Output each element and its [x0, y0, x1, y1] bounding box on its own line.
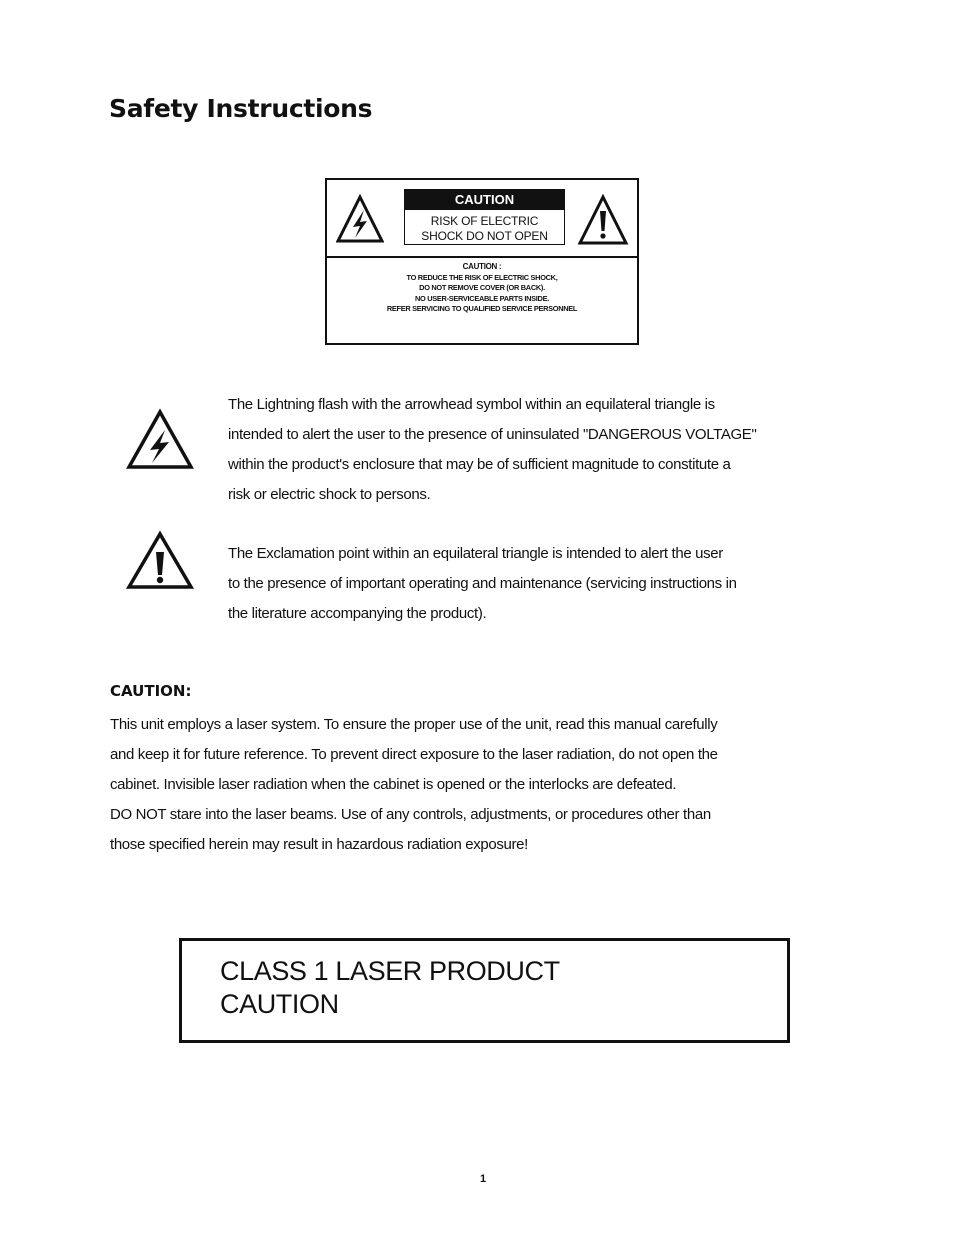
text-line: This unit employs a laser system. To ensure the proper use of the unit, read this manual carefully	[110, 716, 718, 733]
laser-line: CLASS 1 LASER PRODUCT	[220, 956, 560, 986]
page-title: Safety Instructions	[109, 94, 373, 123]
risk-text	[405, 210, 564, 244]
text-line: within the product's enclosure that may be of sufficient magnitude to constitute a	[228, 456, 731, 473]
label-bottom-line: TO REDUCE THE RISK OF ELECTRIC SHOCK,	[406, 272, 558, 282]
caution-label-bottom	[327, 260, 637, 315]
text-line: and keep it for future reference. To prevent direct exposure to the laser radiation, do not open the	[110, 746, 718, 763]
text-line: risk or electric shock to persons.	[228, 486, 431, 503]
lightning-triangle-icon	[336, 194, 384, 244]
text-line: The Lightning flash with the arrowhead symbol within an equilateral triangle is	[228, 396, 715, 413]
text-line: those specified herein may result in hazardous radiation exposure!	[110, 836, 528, 853]
text-line: The Exclamation point within an equilateral triangle is intended to alert the user	[228, 545, 723, 562]
label-bottom-line: REFER SERVICING TO QUALIFIED SERVICE PERSONNEL	[386, 304, 578, 314]
exclamation-description	[228, 539, 868, 629]
label-bottom-line: DO NOT REMOVE COVER (OR BACK).	[419, 283, 545, 293]
label-bottom-heading: CAUTION :	[462, 262, 502, 271]
laser-product-box	[179, 938, 790, 1043]
label-bottom-line: NO USER-SERVICEABLE PARTS INSIDE.	[415, 293, 549, 303]
caution-heading: CAUTION:	[110, 682, 192, 700]
text-line: DO NOT stare into the laser beams. Use of any controls, adjustments, or procedures other than	[110, 806, 711, 823]
text-line: cabinet. Invisible laser radiation when the cabinet is opened or the interlocks are defeated.	[110, 776, 677, 793]
caution-label-center	[404, 189, 565, 245]
text-line: the literature accompanying the product).	[228, 605, 487, 622]
lightning-triangle-icon	[125, 408, 195, 470]
text-line: to the presence of important operating and maintenance (servicing instructions in	[228, 575, 737, 592]
laser-line: CAUTION	[220, 989, 339, 1019]
caution-label	[325, 178, 639, 345]
page-number: 1	[479, 1173, 487, 1185]
risk-line: SHOCK DO NOT OPEN	[421, 229, 548, 243]
caution-body	[110, 710, 860, 860]
risk-line: RISK OF ELECTRIC	[430, 214, 539, 228]
exclamation-triangle-icon	[577, 194, 629, 246]
lightning-description	[228, 390, 868, 510]
caution-label-top	[327, 180, 637, 258]
text-line: intended to alert the user to the presence of uninsulated "DANGEROUS VOLTAGE"	[228, 426, 757, 443]
exclamation-triangle-icon	[125, 530, 195, 590]
laser-product-text	[220, 955, 560, 1021]
caution-bar: CAUTION	[405, 190, 564, 210]
